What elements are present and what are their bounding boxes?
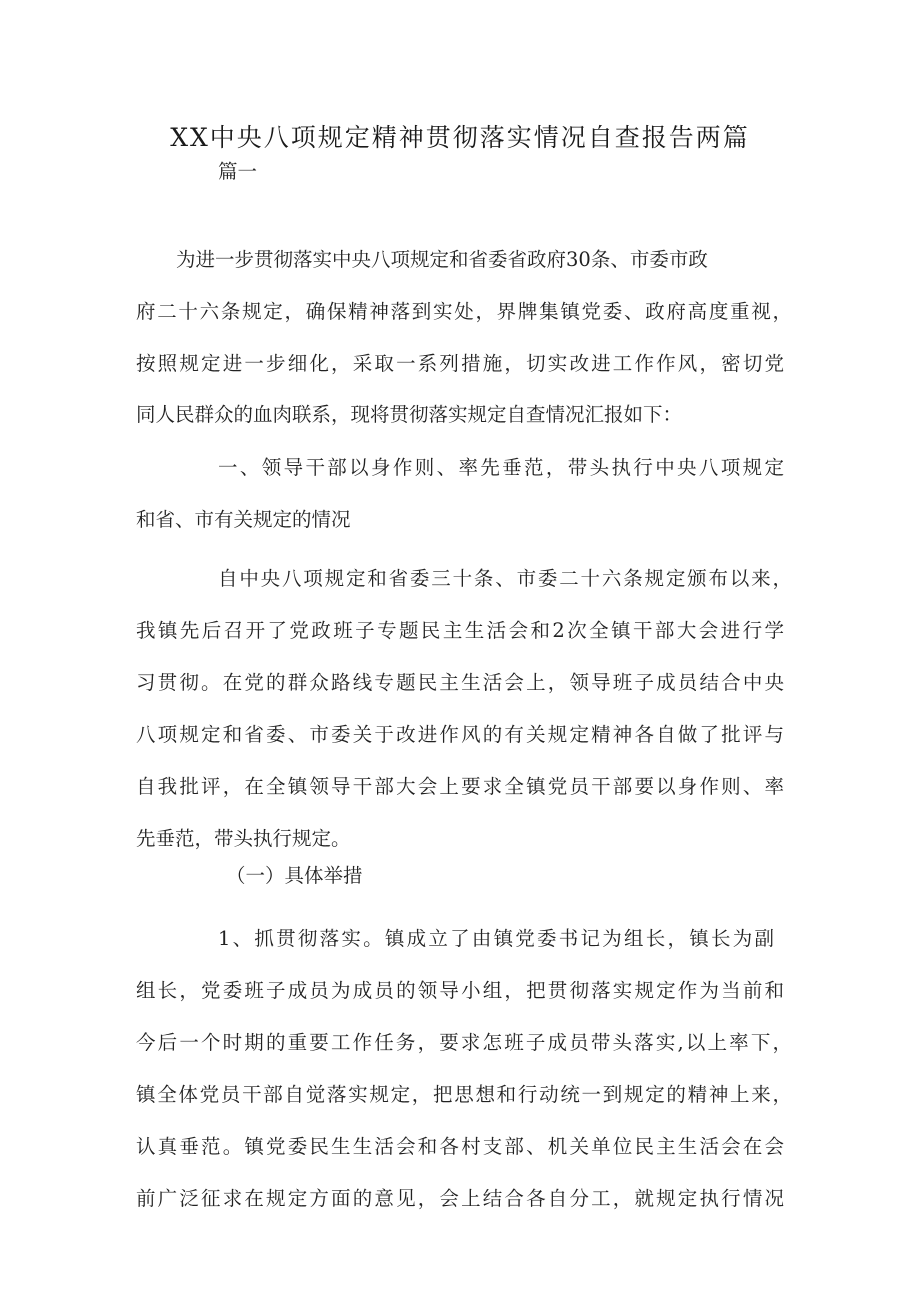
paragraph-line: 我镇先后召开了党政班子专题民主生活会和2次全镇干部大会进行学 — [136, 619, 784, 642]
paragraph-line: 府二十六条规定，确保精神落到实处，界牌集镇党委、政府高度重视， — [136, 300, 792, 323]
heading-line: 一、领导干部以身作则、率先垂范，带头执行中央八项规定 — [218, 456, 784, 479]
paragraph-line: 认真垂范。镇党委民生生活会和各村支部、机关单位民主生活会在会 — [136, 1135, 784, 1158]
paragraph-line: 自中央八项规定和省委三十条、市委二十六条规定颁布以来， — [218, 567, 792, 590]
paragraph-line: 1、抓贯彻落实。镇成立了由镇党委书记为组长，镇长为副 — [218, 927, 774, 950]
paragraph-line: 自我批评，在全镇领导干部大会上要求全镇党员干部要以身作则、率 — [136, 775, 784, 798]
paragraph-line: 今后一个时期的重要工作任务，要求怎班子成员带头落实,以上率下， — [136, 1031, 792, 1054]
document-title: XX中央八项规定精神贯彻落实情况自查报告两篇 — [170, 123, 750, 152]
paragraph-line: 同人民群众的血肉联系，现将贯彻落实规定自查情况汇报如下： — [136, 403, 683, 426]
paragraph-line: 前广泛征求在规定方面的意见，会上结合各自分工，就规定执行情况 — [136, 1187, 784, 1210]
paragraph-line: 习贯彻。在党的群众路线专题民主生活会上，领导班子成员结合中央 — [136, 671, 784, 694]
paragraph-line: 为进一步贯彻落实中央八项规定和省委省政府30条、市委市政 — [176, 248, 708, 271]
paragraph-line: 组长，党委班子成员为成员的领导小组，把贯彻落实规定作为当前和 — [136, 979, 784, 1002]
heading-line: 和省、市有关规定的情况 — [136, 508, 351, 531]
subsection-heading: （一）具体举措 — [226, 864, 363, 887]
subheading-part-one: 篇一 — [218, 160, 258, 183]
paragraph-line: 先垂范，带头执行规定。 — [136, 827, 351, 850]
paragraph-line: 按照规定进一步细化，采取一系列措施，切实改进工作作风，密切党 — [136, 352, 784, 375]
paragraph-line: 镇全体党员干部自觉落实规定，把思想和行动统一到规定的精神上来， — [136, 1083, 792, 1106]
paragraph-line: 八项规定和省委、市委关于改进作风的有关规定精神各自做了批评与 — [136, 723, 784, 746]
